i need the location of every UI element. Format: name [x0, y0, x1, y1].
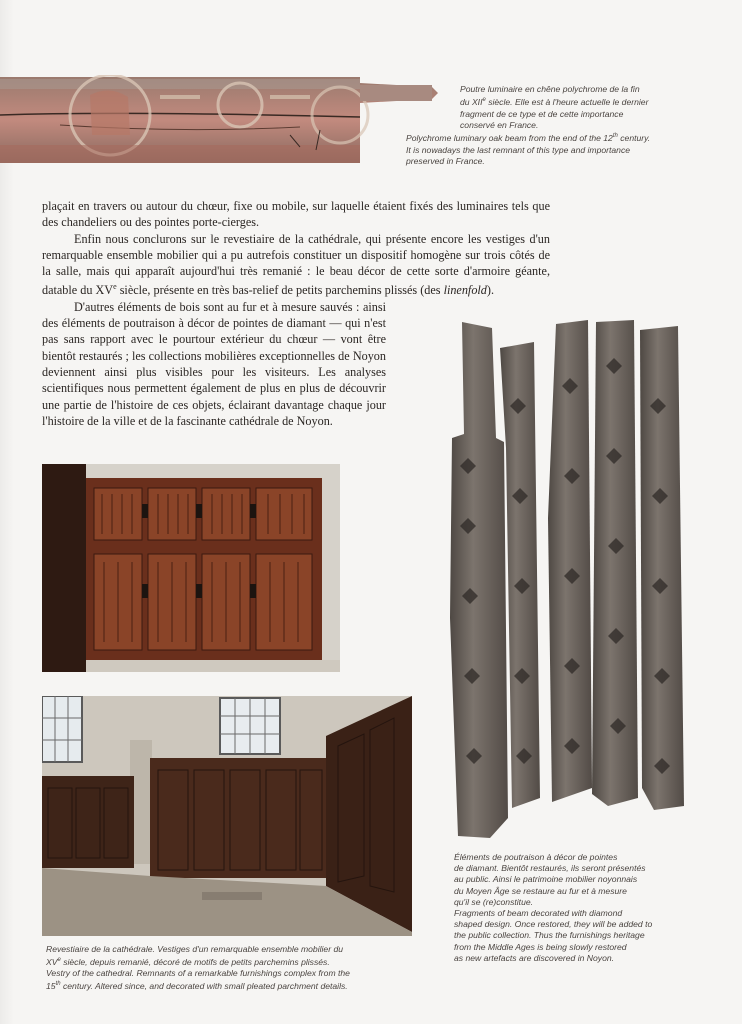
vestry-caption-fr-2-a: XV — [46, 957, 58, 968]
vestry-caption-fr-2-b: siècle, depuis remanié, décoré de motifs de petits parchemins plissés. — [60, 957, 330, 968]
beams-caption-en-5: as new artefacts are discovered in Noyon. — [454, 952, 615, 963]
beam-caption-en-2: It is nowadays the last remnant of this type and importance — [406, 144, 631, 155]
vestry-caption-en-2-b: century. Altered since, and decorated with small pleated parchment details. — [60, 981, 348, 992]
vestry-caption-en-2-sup: th — [55, 981, 61, 988]
body-paragraph-3: D'autres éléments de bois sont au fur et à mesure sauvés : ainsi des éléments de poutraison à décor de pointes de diamant — qui n'est pas sans rapport avec le pourtour extérieur du chœur — vont être bientôt restaurés ; les collections mobilières exceptionnelles de Noyon deviennent ainsi plus visibles pour les visiteurs. Les analyses scientifiques nous permettent également de plus en plus de découvrir une partie de l'histoire de ces objets, éclairant davantage chaque jour l'histoire de la ville et de la fascinante cathédrale de Noyon. — [42, 299, 386, 428]
beam-caption-en-1-text: Polychrome luminary oak beam from the end of the 12 — [406, 133, 613, 144]
beams-caption-fr-5: qu'il se (re)constitue. — [454, 896, 534, 907]
beams-caption-en-2: shaped design. Once restored, they will be added to — [454, 919, 653, 930]
body-paragraph-2 — [42, 231, 550, 299]
body-paragraph-2-a: Enfin nous conclurons sur le revestiaire de la cathédrale, qui présente encore les vestiges d'un remarquable ensemble mobilier qui a pu autrefois constituer un dispositif homogène sur trois côtés de la salle, mais qui apparaît aujourd'hui très remanié : le beau décor de cette sorte d'armoire géante, datable du XV — [42, 231, 550, 298]
beams-caption-en-1: Fragments of beam decorated with diamond — [454, 908, 623, 919]
beam-caption-en-1 — [406, 131, 706, 144]
beams-caption-en-4: from the Middle Ages is being slowly restored — [454, 941, 627, 952]
vestry-caption-fr-1: Revestiaire de la cathédrale. Vestiges d'un remarquable ensemble mobilier du — [46, 944, 344, 954]
beams-caption-fr-3: au public. Ainsi le patrimoine mobilier noyonnais — [454, 874, 638, 885]
beams-caption-fr-2: de diamant. Bientôt restaurés, ils seront présentés — [454, 863, 646, 874]
beam-caption-fr-4: conservé en France. — [460, 120, 539, 131]
beams-caption-fr-4: du Moyen Âge se restaure au fur et à mesure — [454, 885, 627, 896]
vestry-caption-en-2-a: 15 — [46, 981, 56, 992]
body-paragraph-2-sup: e — [113, 282, 117, 292]
beams-caption-fr-1: Éléments de poutraison à décor de pointes — [454, 852, 618, 862]
beam-caption-en-1-rest: century. — [617, 133, 651, 144]
vestry-caption-en-2 — [46, 979, 416, 992]
vestry-caption-fr-2 — [46, 955, 416, 968]
beams-caption-en-3: the public collection. Thus the furnishings heritage — [454, 930, 645, 941]
beam-caption-fr-1: Poutre luminaire en chêne polychrome de la fin — [460, 84, 640, 94]
diamond-beams-photo — [448, 318, 686, 842]
beam-caption-en-1-sup: th — [612, 133, 618, 140]
beam-caption-fr-2-text: du XII — [460, 97, 483, 108]
body-paragraph-2-italic: linenfold — [443, 283, 487, 298]
beam-caption-fr-2-rest: siècle. Elle est à l'heure actuelle le dernier — [485, 97, 649, 108]
beam-caption-fr-3: fragment de ce type et de cette importance — [460, 108, 624, 119]
beam-caption-en-3: preserved in France. — [406, 156, 485, 167]
vestry-room-photo — [42, 696, 412, 936]
body-paragraph-2-b: siècle, présente en très bas-relief de petits parchemins plissés (des — [116, 283, 444, 298]
beam-caption-fr-2 — [406, 95, 706, 108]
body-paragraph-2-c: ). — [486, 283, 495, 298]
beam-caption-fr-2-sup: e — [482, 97, 486, 104]
beam-caption — [406, 84, 706, 168]
vestry-caption — [46, 944, 416, 993]
vestry-caption-en-1: Vestry of the cathedral. Remnants of a remarkable furnishings complex from the — [46, 968, 350, 979]
body-paragraph-1: plaçait en travers ou autour du chœur, fixe ou mobile, sur laquelle étaient fixés des luminaires tels que des chandeliers ou des pointes porte-cierges. — [42, 199, 550, 230]
armoire-photo — [42, 464, 340, 672]
polychrome-beam-photo — [0, 75, 440, 165]
beams-caption — [454, 852, 704, 964]
vestry-caption-fr-2-sup: e — [57, 957, 61, 964]
